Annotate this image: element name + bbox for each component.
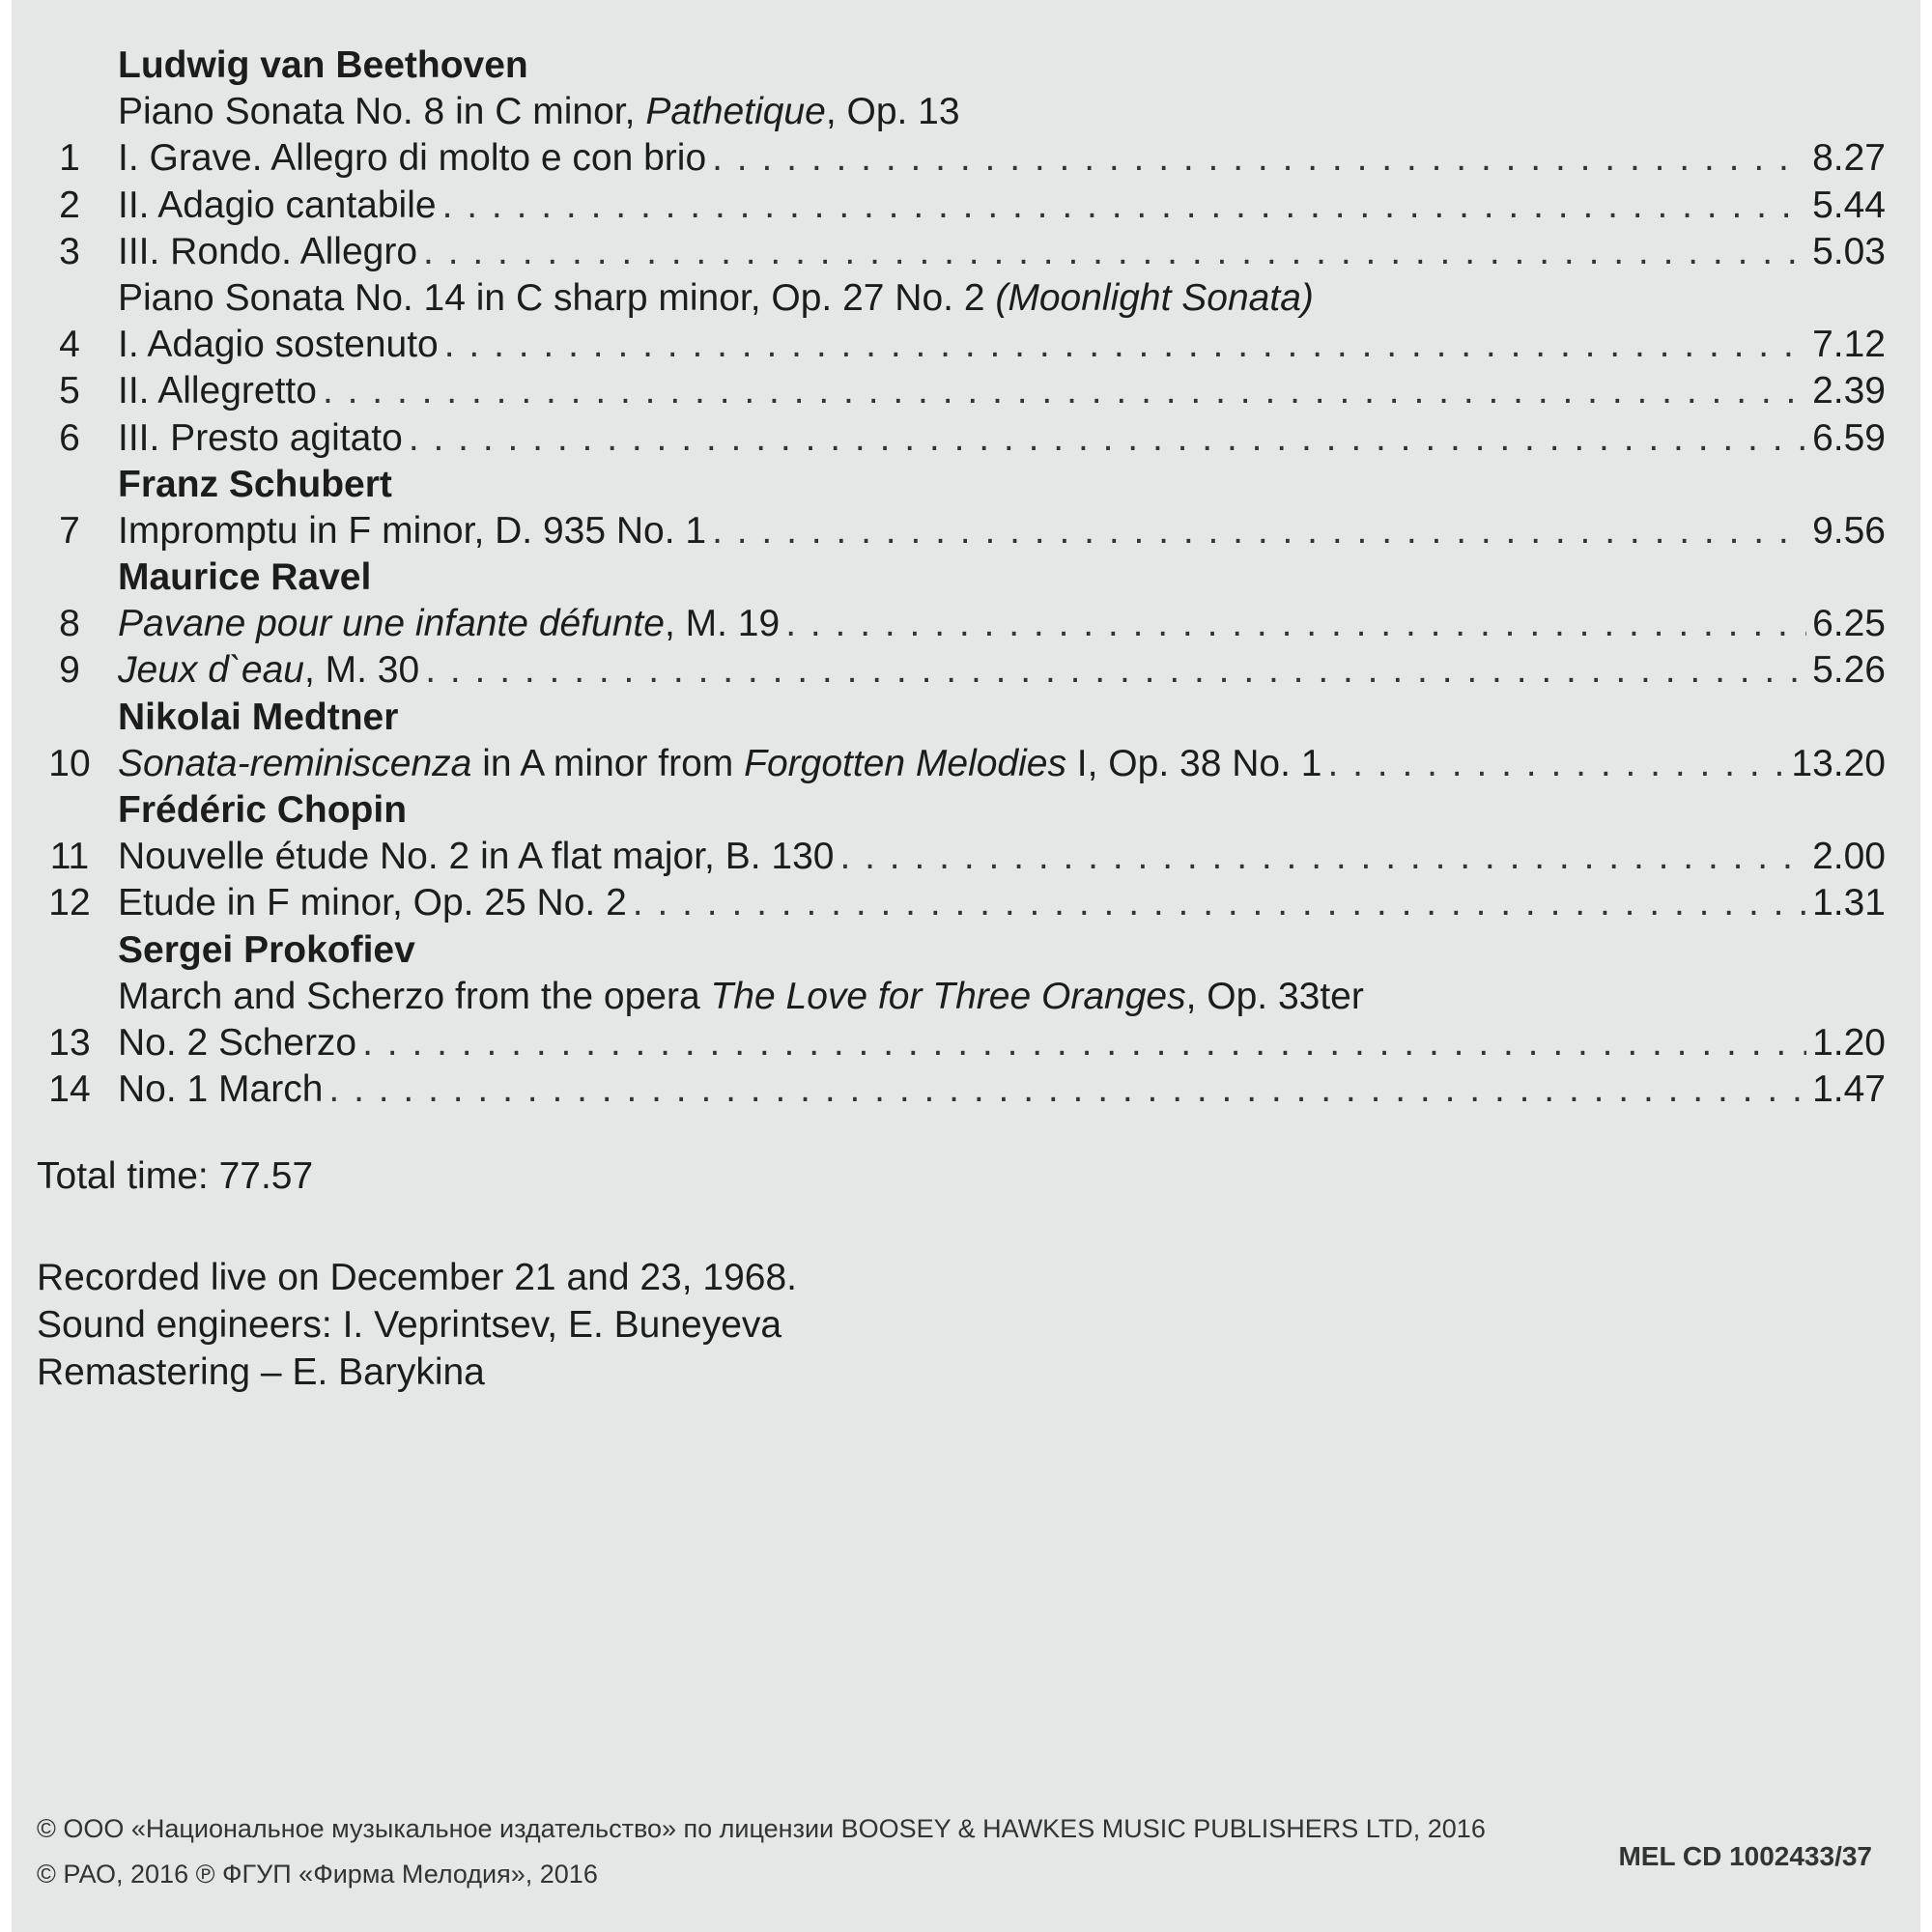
track-number: 7 (59, 509, 80, 552)
track-title (118, 322, 439, 368)
track-number: 13 (48, 1021, 91, 1064)
copyright-line-2: © РАО, 2016 ℗ ФГУП «Фирма Мелодия», 2016 (37, 1860, 598, 1889)
track-title-part: No. 1 March (118, 1068, 324, 1111)
work-title-part: Pathetique (645, 91, 826, 133)
composer-heading (12, 462, 1905, 508)
work-title-part: , Op. 33ter (1185, 975, 1364, 1017)
track-row (12, 135, 1905, 182)
track-number: 14 (48, 1068, 91, 1111)
track-title-part: II. Allegretto (118, 370, 317, 412)
dot-leader (425, 647, 1806, 694)
track-duration: 9.56 (1812, 509, 1886, 552)
track-number: 11 (49, 836, 90, 878)
work-heading (12, 974, 1905, 1020)
track-title-part: Sonata-reminiscenza (118, 742, 472, 784)
dot-leader (1327, 741, 1785, 787)
track-duration: 1.47 (1812, 1068, 1886, 1111)
recording-credits (37, 1254, 797, 1396)
track-duration: 2.39 (1812, 370, 1886, 412)
dot-leader (712, 508, 1806, 554)
track-row (12, 834, 1905, 880)
copyright-footer (37, 1806, 1486, 1897)
dot-leader (633, 880, 1806, 926)
track-title (118, 229, 417, 275)
track-number: 6 (59, 416, 80, 459)
track-row (12, 1066, 1905, 1113)
track-row (12, 508, 1905, 554)
track-row (12, 601, 1905, 647)
composer-name: Frédéric Chopin (118, 789, 408, 831)
track-row (12, 368, 1905, 414)
composer-heading (12, 695, 1905, 741)
booklet-page (12, 0, 1920, 1932)
track-title-part: I, Op. 38 No. 1 (1065, 742, 1322, 784)
track-title (118, 1066, 323, 1113)
track-number: 5 (59, 370, 80, 412)
work-heading (12, 89, 1905, 135)
composer-heading (12, 787, 1905, 834)
track-title-part: in A minor from (471, 742, 745, 784)
composer-name: Sergei Prokofiev (118, 928, 415, 971)
track-title (118, 508, 706, 554)
track-row (12, 183, 1905, 229)
track-duration: 5.03 (1812, 230, 1886, 272)
dot-leader (785, 601, 1806, 647)
sound-engineers: Sound engineers: I. Veprintsev, E. Buneyeva (37, 1304, 782, 1346)
track-row (12, 322, 1905, 368)
track-title (118, 601, 780, 647)
track-number: 3 (59, 230, 80, 272)
dot-leader (442, 183, 1807, 229)
track-number: 4 (59, 324, 80, 366)
work-title-part: Piano Sonata No. 14 in C sharp minor, Op. 27 No. 2 (118, 276, 996, 319)
track-title (118, 183, 437, 229)
track-number: 8 (59, 603, 80, 645)
track-title (118, 415, 403, 462)
track-row (12, 1020, 1905, 1066)
remastering: Remastering – E. Barykina (37, 1351, 485, 1393)
track-title-part: , M. 30 (303, 649, 420, 692)
track-title-part: Impromptu in F minor, D. 935 No. 1 (118, 509, 707, 552)
track-number: 1 (59, 137, 80, 180)
composer-heading (12, 554, 1905, 601)
track-duration: 5.26 (1812, 649, 1886, 692)
track-duration: 13.20 (1791, 742, 1886, 784)
work-title-part: Piano Sonata No. 8 in C minor, (118, 91, 646, 133)
track-row (12, 880, 1905, 926)
work-title (118, 89, 960, 135)
track-row (12, 647, 1905, 694)
track-title (118, 834, 834, 880)
dot-leader (409, 415, 1806, 462)
track-number: 2 (59, 184, 80, 226)
composer-heading (12, 927, 1905, 974)
recording-date: Recorded live on December 21 and 23, 1968. (37, 1257, 798, 1298)
track-title-part: III. Presto agitato (118, 416, 403, 459)
work-title (118, 275, 1314, 322)
track-row (12, 415, 1905, 462)
dot-leader (423, 229, 1806, 275)
track-title-part: Pavane pour une infante défunte (118, 603, 665, 645)
track-row (12, 741, 1905, 787)
track-title-part: II. Adagio cantabile (118, 184, 437, 226)
track-duration: 6.25 (1812, 603, 1886, 645)
work-title-part: , Op. 13 (825, 91, 960, 133)
track-duration: 6.59 (1812, 416, 1886, 459)
track-duration: 7.12 (1812, 324, 1886, 366)
track-title (118, 1020, 356, 1066)
track-duration: 1.31 (1812, 882, 1886, 924)
track-title-part: , M. 19 (664, 603, 781, 645)
track-title (118, 368, 317, 414)
catalog-number: MEL CD 1002433/37 (1618, 1841, 1872, 1871)
track-number: 12 (48, 882, 91, 924)
track-duration: 5.44 (1812, 184, 1886, 226)
work-title-part: The Love for Three Oranges (710, 975, 1186, 1017)
track-title-part: No. 2 Scherzo (118, 1021, 357, 1064)
dot-leader (444, 322, 1806, 368)
track-title (118, 647, 419, 694)
track-title-part: Etude in F minor, Op. 25 No. 2 (118, 882, 627, 924)
track-title-part: Forgotten Melodies (744, 742, 1066, 784)
dot-leader (712, 135, 1806, 182)
composer-name: Franz Schubert (118, 463, 392, 505)
dot-leader (328, 1066, 1806, 1113)
track-title-part: Jeux d`eau (118, 649, 304, 692)
work-title-part: (Moonlight Sonata) (995, 276, 1314, 319)
work-title-part: March and Scherzo from the opera (118, 975, 711, 1017)
dot-leader (362, 1020, 1806, 1066)
track-duration: 8.27 (1812, 137, 1886, 180)
tracklist (12, 43, 1905, 1113)
dot-leader (839, 834, 1806, 880)
track-title (118, 741, 1321, 787)
track-number: 9 (59, 649, 80, 692)
track-row (12, 229, 1905, 275)
track-number: 10 (48, 742, 91, 784)
track-duration: 1.20 (1812, 1021, 1886, 1064)
track-duration: 2.00 (1812, 836, 1886, 878)
composer-name: Maurice Ravel (118, 556, 372, 599)
work-title (118, 974, 1364, 1020)
dot-leader (323, 368, 1806, 414)
track-title-part: I. Adagio sostenuto (118, 324, 439, 366)
composer-heading (12, 43, 1905, 89)
track-title-part: I. Grave. Allegro di molto e con brio (118, 137, 707, 180)
track-title-part: Nouvelle étude No. 2 in A flat major, B. 130 (118, 836, 835, 878)
track-title-part: III. Rondo. Allegro (118, 230, 418, 272)
track-title (118, 135, 706, 182)
total-time: Total time: 77.57 (37, 1155, 314, 1197)
track-title (118, 880, 627, 926)
composer-name: Ludwig van Beethoven (118, 44, 528, 86)
composer-name: Nikolai Medtner (118, 696, 399, 738)
work-heading (12, 275, 1905, 322)
copyright-line-1: © ООО «Национальное музыкальное издательство» по лицензии BOOSEY & HAWKES MUSIC PUBLISHERS LTD, 2016 (37, 1814, 1486, 1843)
